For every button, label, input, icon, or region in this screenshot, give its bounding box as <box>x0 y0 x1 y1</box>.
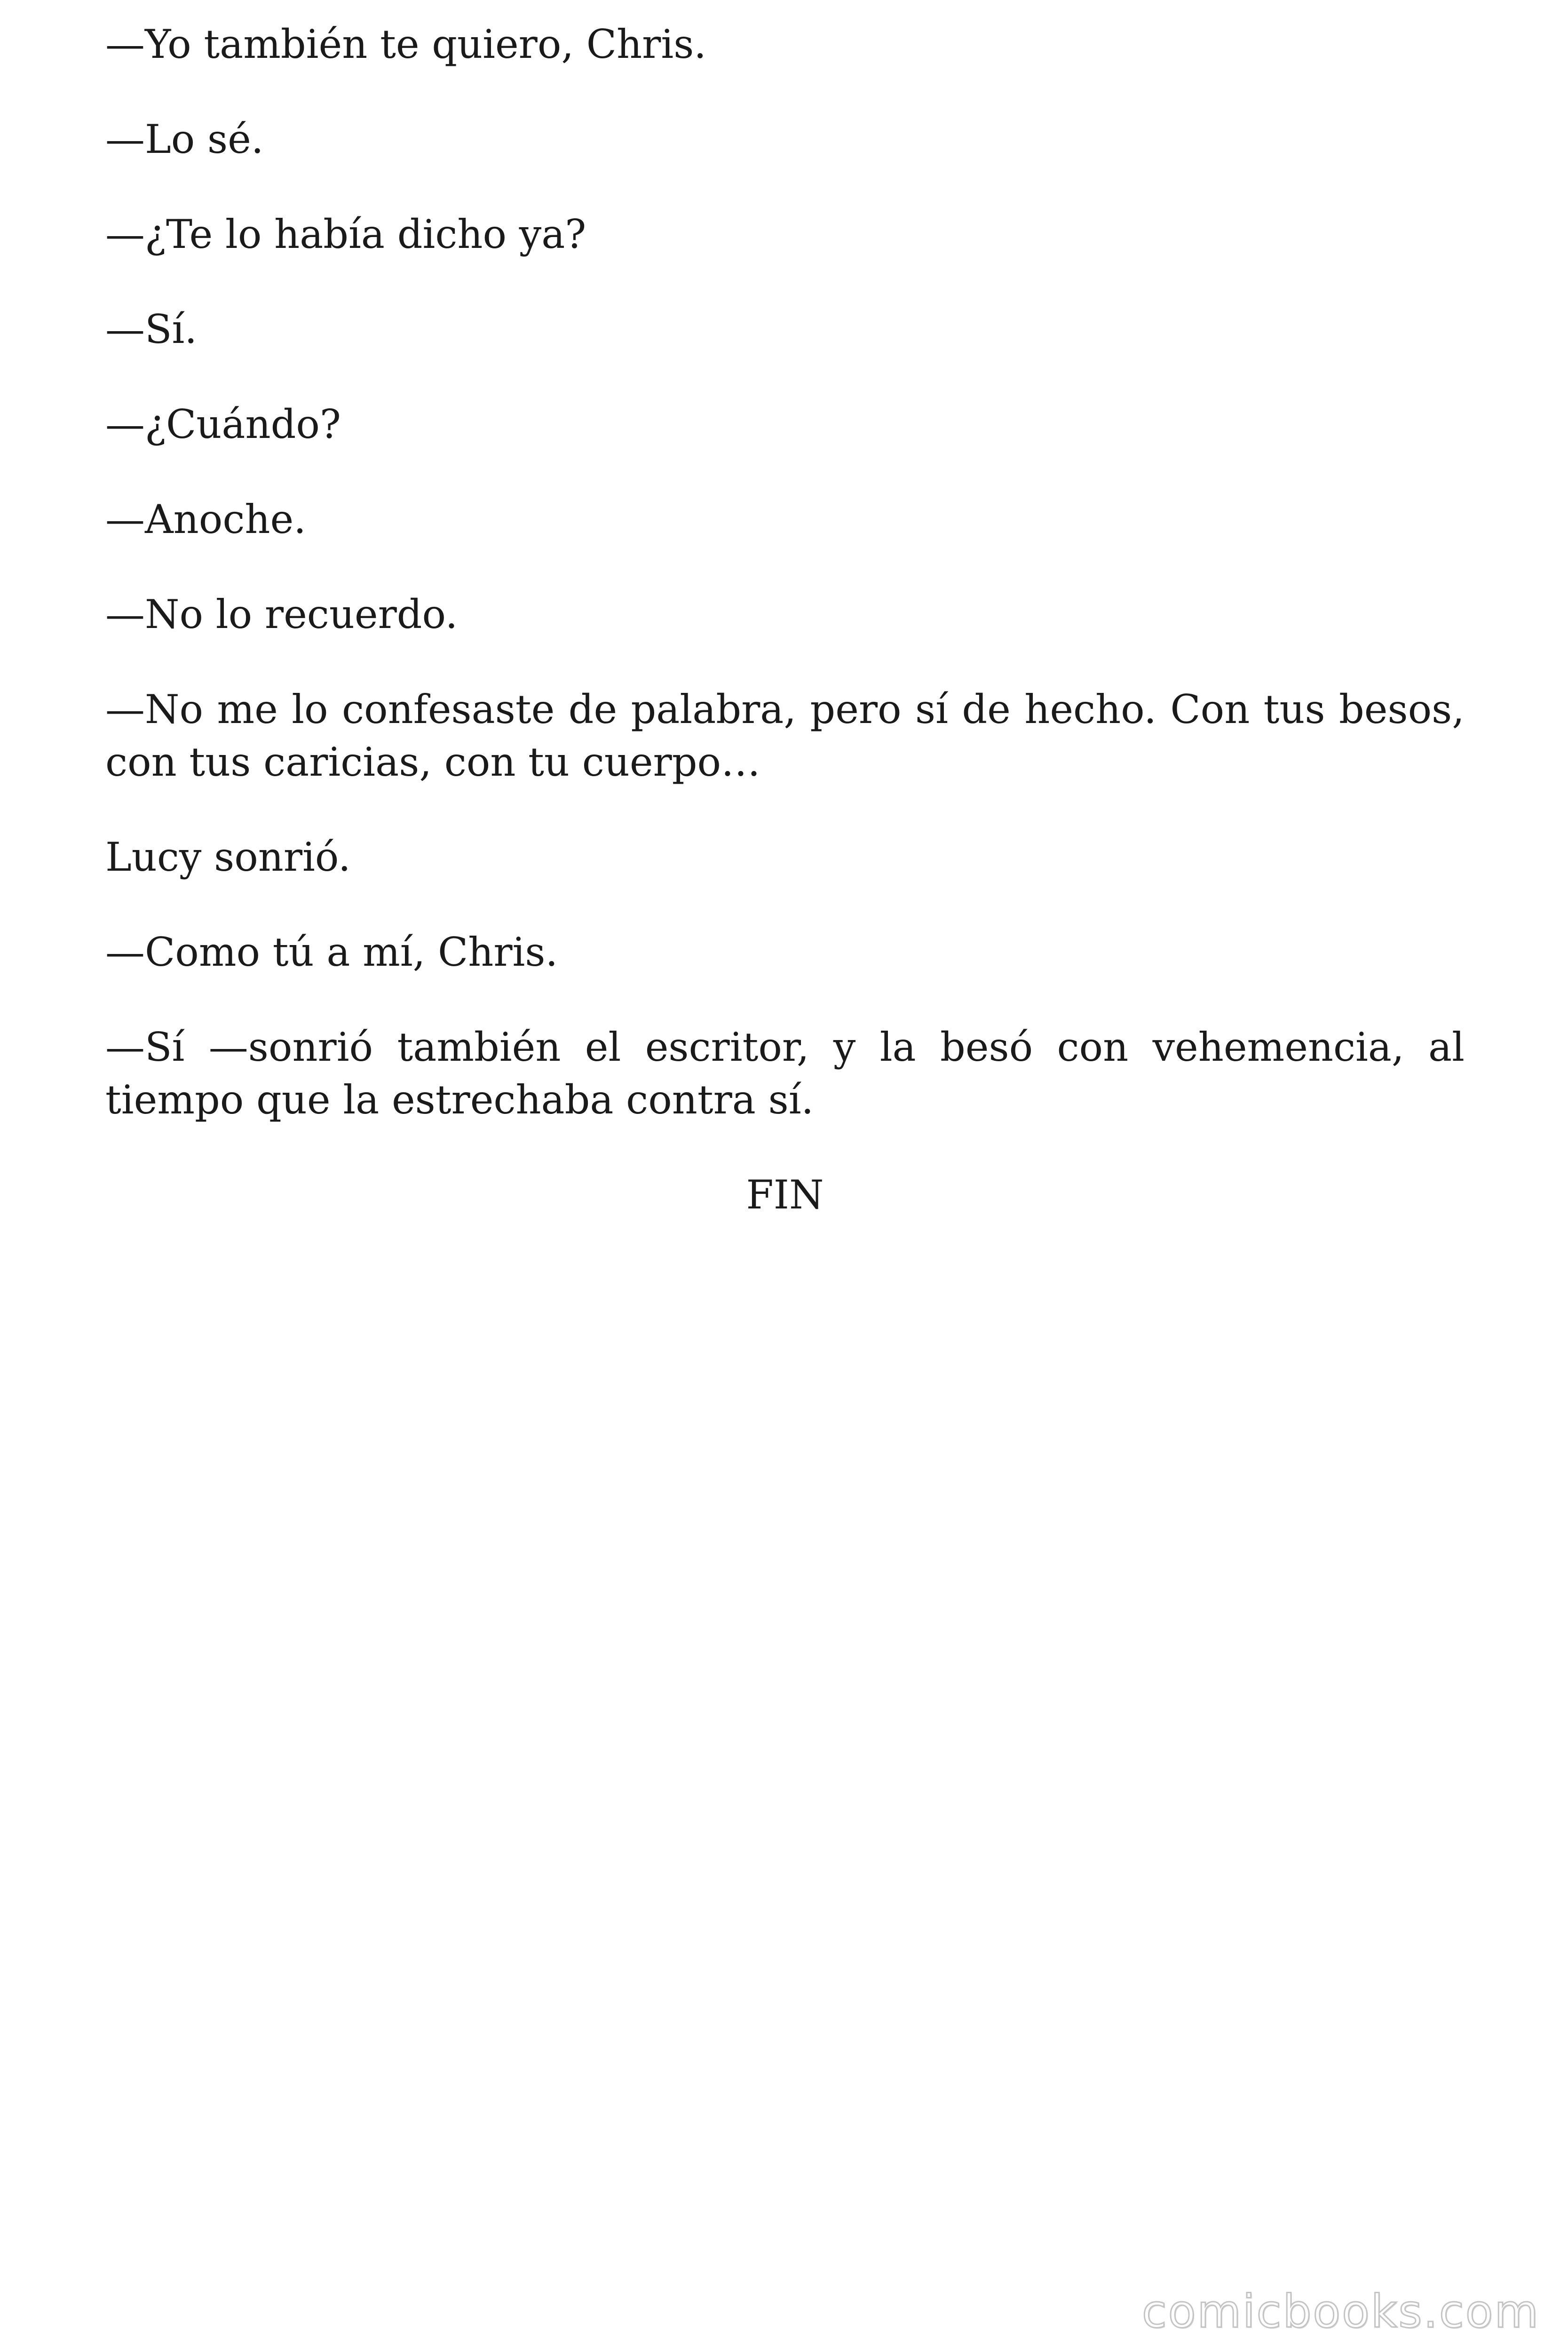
paragraph-9: Lucy sonrió. <box>105 834 351 880</box>
paragraph-11: —Sí —sonrió también el escritor, y la besó con vehemencia, al tiempo que la estrechaba contra sí. <box>105 1024 1465 1123</box>
paragraph-1: —Yo también te quiero, Chris. <box>105 21 707 67</box>
paragraph-6: —Anoche. <box>105 496 306 542</box>
paragraph-10: —Como tú a mí, Chris. <box>105 929 558 975</box>
document-page <box>105 18 1465 1221</box>
ending-text: FIN <box>746 1172 824 1218</box>
paragraph-4: —Sí. <box>105 306 198 352</box>
paragraph-3: —¿Te lo había dicho ya? <box>105 211 586 257</box>
watermark: comicbooks.com <box>1141 2285 1540 2338</box>
paragraph-8: —No me lo confesaste de palabra, pero sí de hecho. Con tus besos, con tus caricias, con tu cuerpo… <box>105 686 1465 785</box>
paragraph-7: —No lo recuerdo. <box>105 591 458 637</box>
paragraph-2: —Lo sé. <box>105 116 264 162</box>
paragraph-5: —¿Cuándo? <box>105 401 341 447</box>
